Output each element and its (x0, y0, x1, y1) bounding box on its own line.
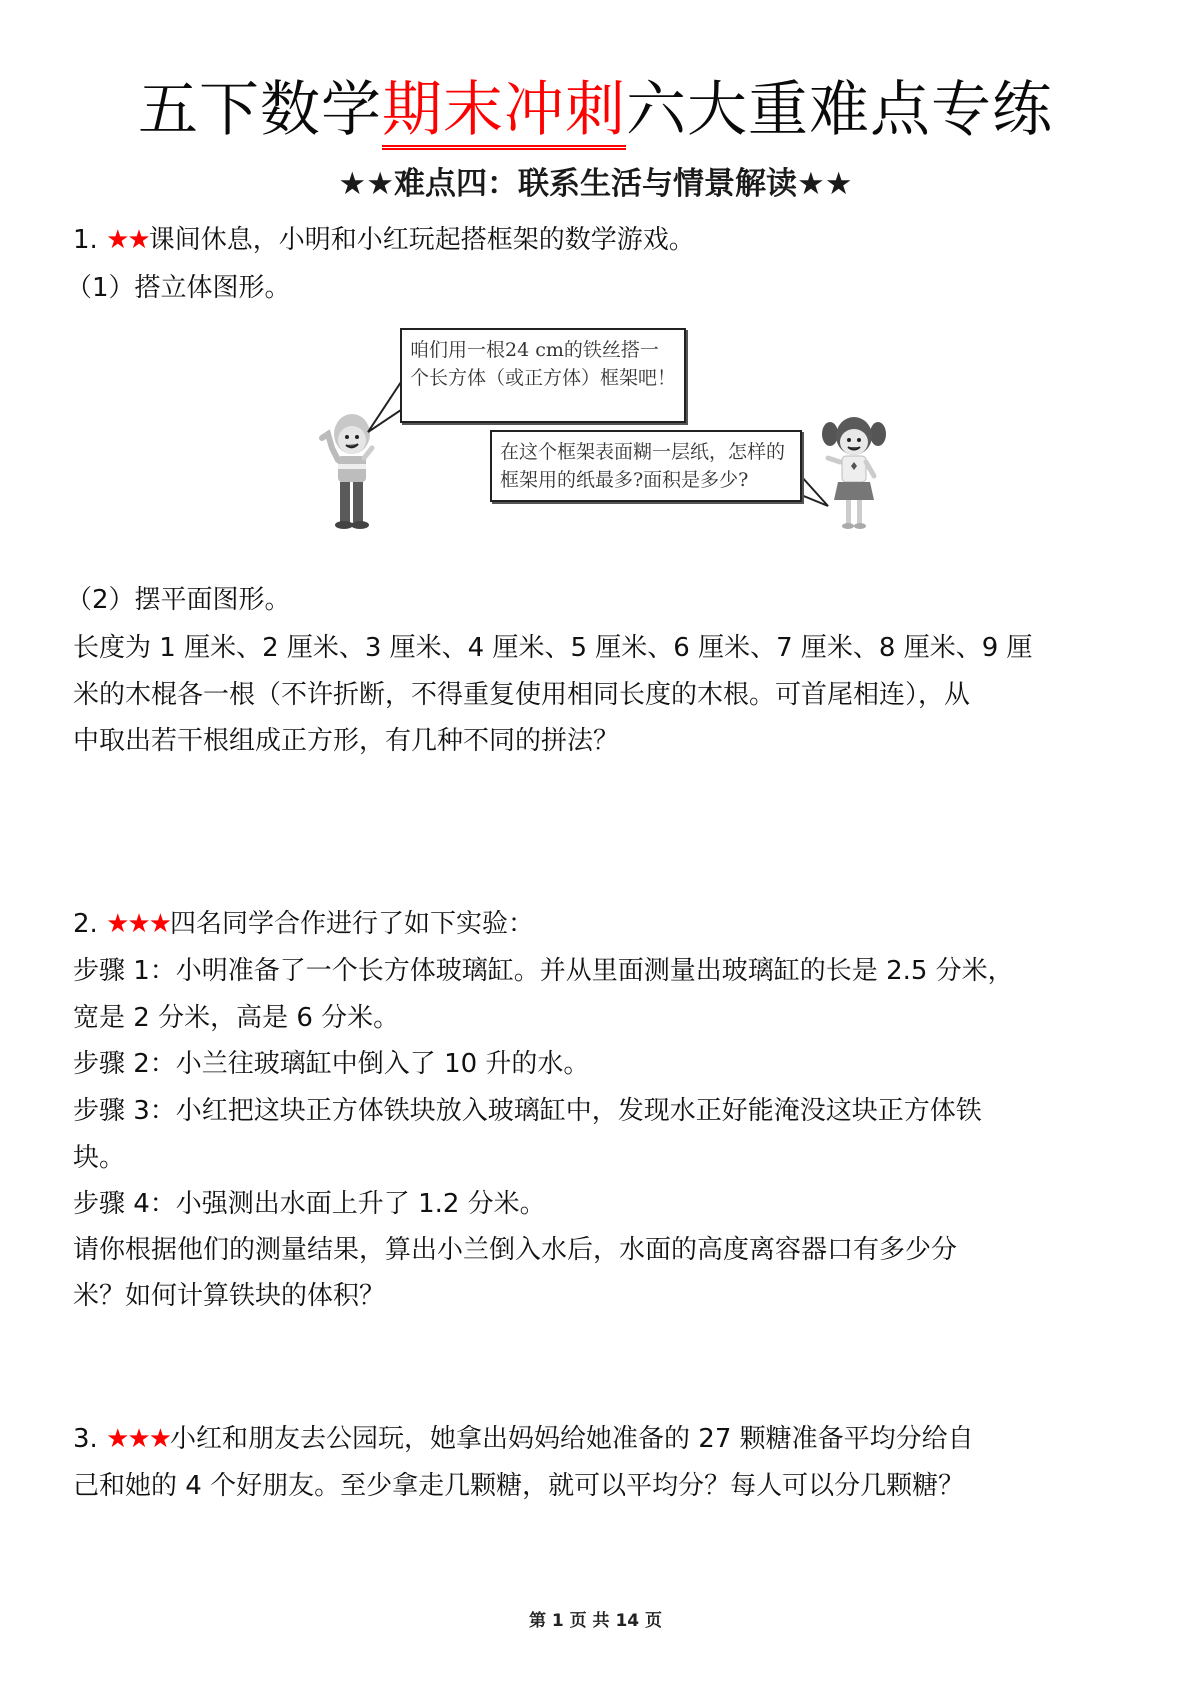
question-1-part-1-label: （1）搭立体图形。 (66, 273, 291, 303)
question-3-stem (73, 1421, 974, 1457)
question-1-stem (73, 222, 695, 258)
question-text: 课间休息，小明和小红玩起搭框架的数学游戏。 (148, 225, 695, 255)
question-1-part-2-label: （2）摆平面图形。 (66, 585, 291, 615)
girl-speech-bubble: 在这个框架表面糊一层纸，怎样的框架用的纸最多?面积是多少? (490, 430, 802, 502)
difficulty-stars-icon: ★★★ (106, 909, 171, 939)
difficulty-stars-icon: ★★★ (106, 1424, 171, 1454)
paragraph-line: 己和她的 4 个好朋友。至少拿走几颗糖，就可以平均分？每人可以分几颗糖？ (73, 1471, 965, 1501)
paragraph-line: 步骤 1：小明准备了一个长方体玻璃缸。并从里面测量出玻璃缸的长是 2.5 分米， (73, 956, 1014, 986)
title-suffix: 六大重难点专练 (626, 75, 1053, 145)
paragraph-line: 米？如何计算铁块的体积？ (73, 1281, 386, 1311)
question-number: 2. (73, 909, 98, 939)
paragraph-line: 宽是 2 分米，高是 6 分米。 (73, 1003, 400, 1033)
paragraph-line: 步骤 3：小红把这块正方体铁块放入玻璃缸中，发现水正好能淹没这块正方体铁 (73, 1096, 982, 1126)
page-number: 第 1 页 共 14 页 (528, 1611, 663, 1631)
page-title (0, 72, 1191, 148)
boy-speech-bubble: 咱们用一根24 cm的铁丝搭一个长方体（或正方体）框架吧！ (400, 328, 686, 423)
section-subtitle: ★★难点四：联系生活与情景解读★★ (338, 166, 853, 202)
paragraph-line: 步骤 2：小兰往玻璃缸中倒入了 10 升的水。 (73, 1049, 590, 1079)
paragraph-line: 中取出若干根组成正方形，有几种不同的拼法？ (73, 726, 620, 756)
question-2-stem (73, 906, 534, 942)
paragraph-line: 长度为 1 厘米、2 厘米、3 厘米、4 厘米、5 厘米、6 厘米、7 厘米、8 厘米、9 厘 (73, 633, 1033, 663)
question-number: 3. (73, 1424, 98, 1454)
paragraph-line: 请你根据他们的测量结果，算出小兰倒入水后，水面的高度离容器口有多少分 (73, 1235, 958, 1265)
title-highlight: 期末冲刺 (382, 75, 626, 150)
paragraph-line: 米的木棍各一根（不许折断，不得重复使用相同长度的木根。可首尾相连），从 (73, 680, 971, 710)
question-number: 1. (73, 225, 98, 255)
paragraph-line: 步骤 4：小强测出水面上升了 1.2 分米。 (73, 1189, 546, 1219)
question-text: 四名同学合作进行了如下实验： (170, 909, 535, 939)
question-text: 小红和朋友去公园玩，她拿出妈妈给她准备的 27 颗糖准备平均分给自 (170, 1424, 974, 1454)
paragraph-line: 块。 (73, 1143, 126, 1173)
title-prefix: 五下数学 (138, 75, 382, 145)
difficulty-stars-icon: ★★ (106, 225, 149, 255)
